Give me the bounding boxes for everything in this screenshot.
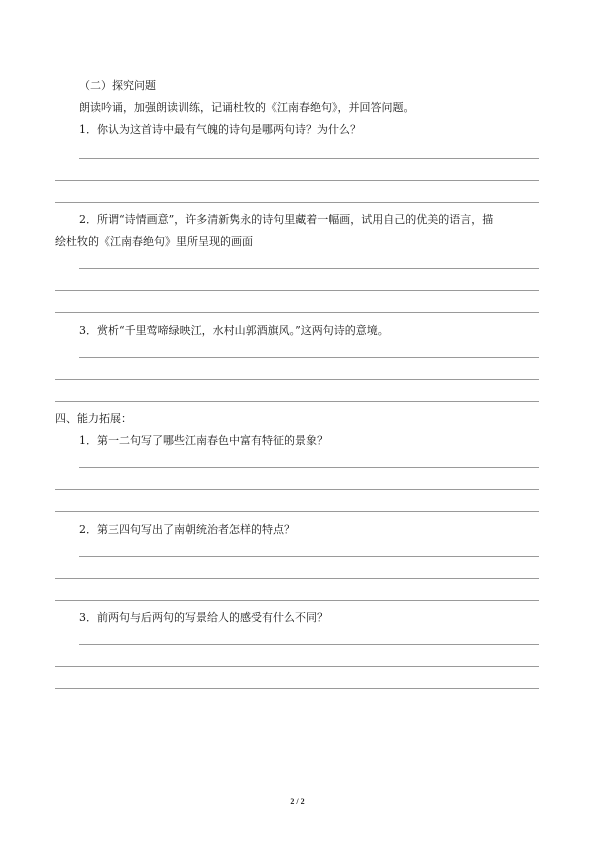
- question-2-1: 1．你认为这首诗中最有气魄的诗句是哪两句诗？为什么？: [79, 123, 361, 136]
- question-4-3: 3．前两句与后两句的写景给人的感受有什么不同？: [79, 611, 328, 624]
- answer-line: [55, 180, 539, 181]
- answer-line: [79, 268, 539, 269]
- question-2-2-line-2: 绘杜牧的《江南春绝句》里所呈现的画面: [55, 235, 253, 248]
- answer-line: [79, 644, 539, 645]
- section-heading-extension: 四、能力拓展：: [55, 412, 132, 425]
- page-number: 2 / 2: [290, 797, 305, 806]
- question-4-1: 1．第一二句写了哪些江南春色中富有特征的景象？: [79, 434, 328, 447]
- question-4-2: 2．第三四句写出了南朝统治者怎样的特点？: [79, 523, 295, 536]
- question-2-2-line-1: 2．所谓“诗情画意”，许多清新隽永的诗句里藏着一幅画，试用自己的优美的语言，描: [79, 213, 494, 226]
- answer-line: [55, 489, 539, 490]
- answer-line: [55, 578, 539, 579]
- answer-line: [55, 600, 539, 601]
- answer-line: [55, 290, 539, 291]
- answer-line: [55, 688, 539, 689]
- answer-line: [55, 511, 539, 512]
- section-intro: 朗读吟诵，加强朗读训练，记诵杜牧的《江南春绝句》，并回答问题。: [79, 101, 415, 114]
- section-heading-explore: （二）探究问题: [79, 79, 156, 92]
- answer-line: [55, 401, 539, 402]
- answer-line: [79, 467, 539, 468]
- answer-line: [55, 666, 539, 667]
- answer-line: [79, 158, 539, 159]
- answer-line: [55, 202, 539, 203]
- answer-line: [79, 357, 539, 358]
- answer-line: [79, 556, 539, 557]
- answer-line: [55, 379, 539, 380]
- question-2-3: 3．赏析“千里莺啼绿映江，水村山郭酒旗风。”这两句诗的意境。: [79, 324, 389, 337]
- answer-line: [55, 312, 539, 313]
